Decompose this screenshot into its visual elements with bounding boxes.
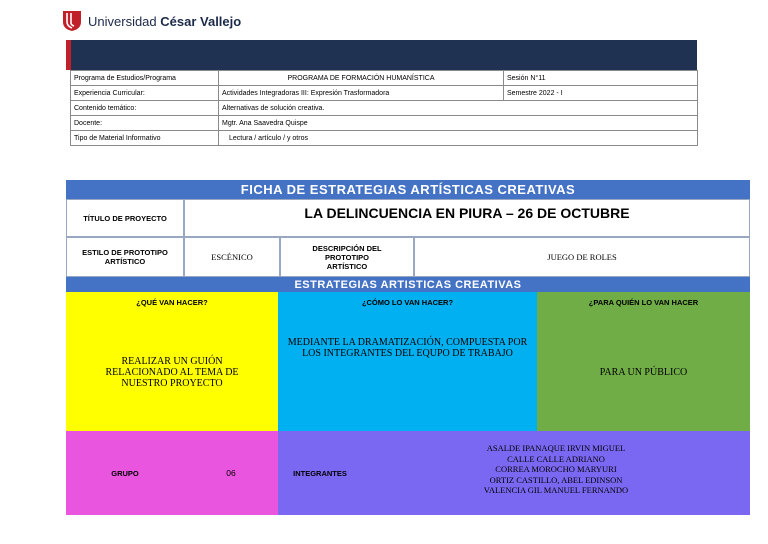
description-label: DESCRIPCIÓN DEL PROTOTIPO ARTÍSTICO	[280, 237, 414, 277]
university-name: Universidad César Vallejo	[88, 13, 242, 29]
members-label: INTEGRANTES	[278, 431, 362, 515]
style-value: ESCÉNICO	[184, 237, 280, 277]
info-value: Mgtr. Ana Saavedra Quispe	[219, 116, 698, 131]
university-logo	[62, 10, 241, 32]
strategies-title: ESTRATEGIAS ARTISTICAS CREATIVAS	[66, 277, 750, 292]
group-value: 06	[184, 431, 278, 515]
member-name: VALENCIA GIL MANUEL FERNANDO	[483, 485, 629, 495]
member-name: CALLE CALLE ADRIANO	[507, 453, 605, 464]
project-title: LA DELINCUENCIA EN PIURA – 26 DE OCTUBRE	[184, 199, 750, 237]
university-shield-icon	[62, 10, 82, 32]
members-list	[362, 431, 750, 515]
group-label: GRUPO	[66, 431, 184, 515]
info-extra: Semestre 2022 - I	[504, 86, 698, 101]
sheet-title: FICHA DE ESTRATEGIAS ARTÍSTICAS CREATIVAS	[66, 180, 750, 199]
what-header: ¿QUÉ VAN HACER?	[66, 292, 278, 313]
strategies-sheet	[66, 180, 750, 515]
info-label: Experiencia Curricular:	[71, 86, 219, 101]
style-label: ESTILO DE PROTOTIPO ARTÍSTICO	[66, 237, 184, 277]
for-whom-header: ¿PARA QUIÉN LO VAN HACER	[537, 292, 750, 313]
table-row	[71, 86, 698, 101]
how-text: MEDIANTE LA DRAMATIZACIÓN, COMPUESTA POR LOS INTEGRANTES DEL EQUPO DE TRABAJO	[278, 313, 537, 431]
info-value: Alternativas de solución creativa.	[219, 101, 698, 116]
course-info-table	[70, 70, 698, 146]
member-name: CORREA MOROCHO MARYURI	[495, 464, 617, 474]
info-label: Programa de Estudios/Programa	[71, 71, 219, 86]
info-value: Actividades Integradoras III: Expresión Trasformadora	[219, 86, 504, 101]
how-header: ¿CÓMO LO VAN HACER?	[278, 292, 537, 313]
info-label: Docente:	[71, 116, 219, 131]
member-name: ASALDE IPANAQUE IRVIN MIGUEL	[486, 443, 626, 453]
header-banner-accent	[66, 40, 71, 70]
for-whom-text: PARA UN PÚBLICO	[537, 313, 750, 431]
info-label: Contenido temático:	[71, 101, 219, 116]
what-text: REALIZAR UN GUIÓN RELACIONADO AL TEMA DE NUESTRO PROYECTO	[66, 313, 278, 431]
info-value: PROGRAMA DE FORMACIÓN HUMANÍSTICA	[219, 71, 504, 86]
header-banner	[66, 40, 697, 70]
description-value: JUEGO DE ROLES	[414, 237, 750, 277]
table-row	[71, 101, 698, 116]
member-name: ORTIZ CASTILLO, ABEL EDINSON	[489, 474, 623, 485]
table-row	[71, 71, 698, 86]
project-title-label: TÍTULO DE PROYECTO	[66, 199, 184, 237]
table-row	[71, 131, 698, 146]
info-label: Tipo de Material Informativo	[71, 131, 219, 146]
info-value: Lectura / artículo / y otros	[219, 131, 698, 146]
info-extra: Sesión N°11	[504, 71, 698, 86]
table-row	[71, 116, 698, 131]
